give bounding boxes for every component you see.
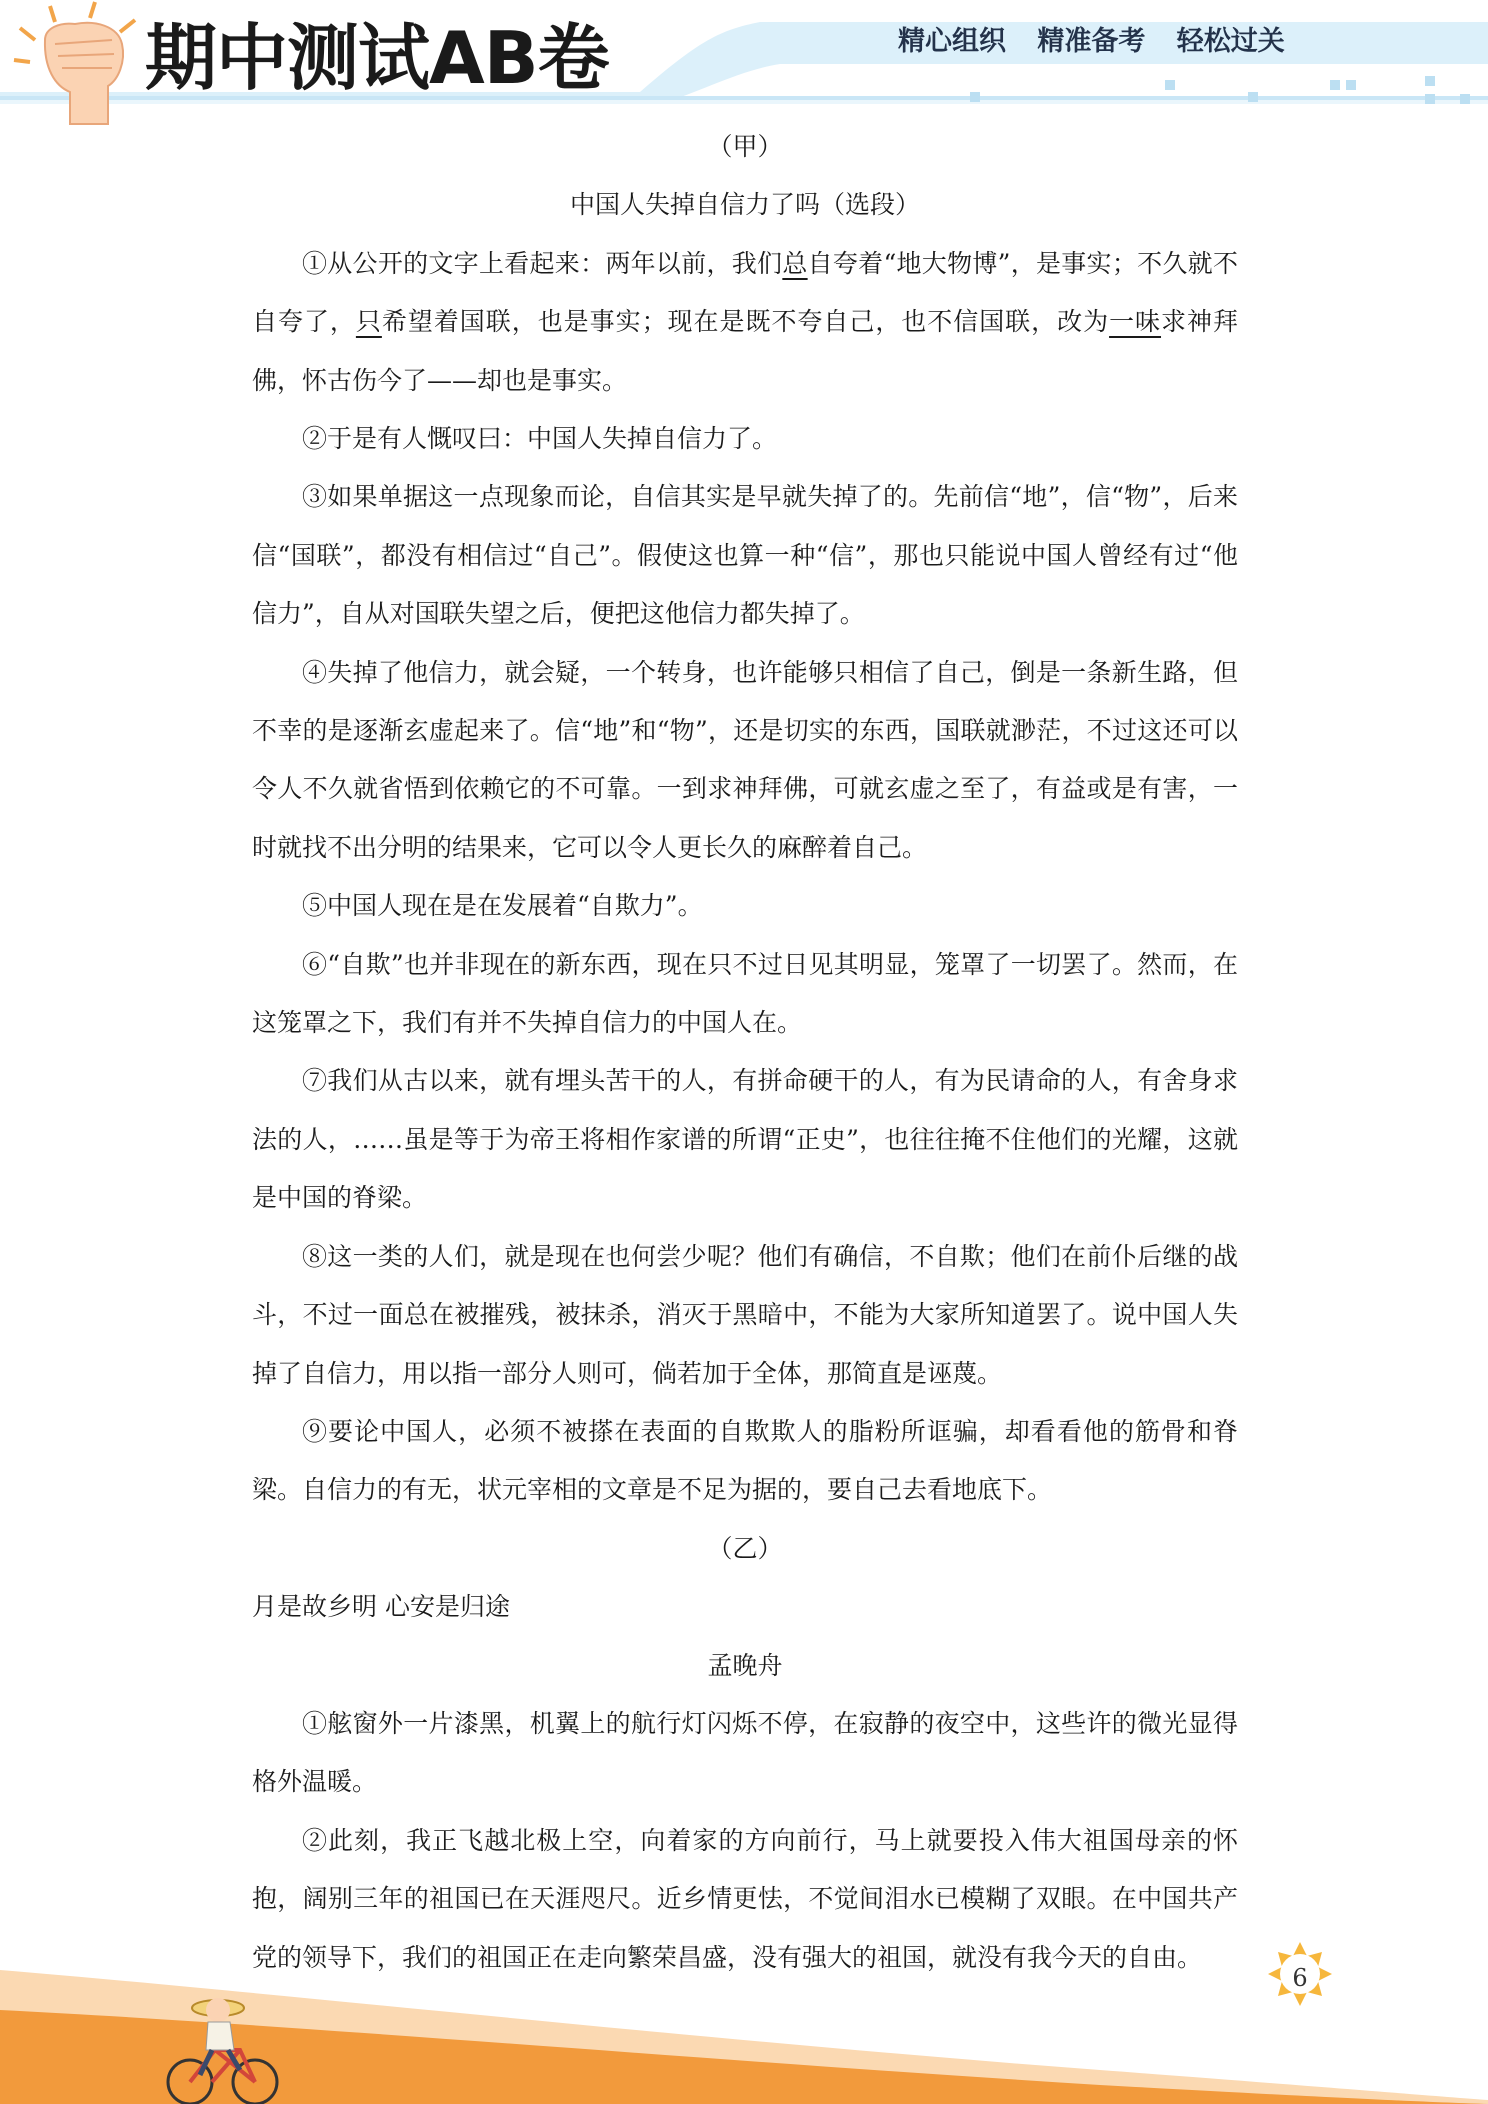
section-b-paragraph-2: ②此刻，我正飞越北极上空，向着家的方向前行，马上就要投入伟大祖国母亲的怀抱，阔别三年的祖国已在天涯咫尺。近乡情更怯，不觉间泪水已模糊了双眼。在中国共产党的领导下，我们的祖国正在走向繁荣昌盛，没有强大的祖国，就没有我今天的自由。 (252, 1825, 1238, 1972)
footer-decoration (0, 1900, 1488, 2104)
page-number: 6 (1292, 1964, 1308, 1992)
section-b-author: 孟晚舟 (707, 1650, 783, 1680)
section-a-paragraph-6: ⑥“自欺”也并非现在的新东西，现在只不过日见其明显，笼罩了一切罢了。然而，在这笼罩之下，我们有并不失掉自信力的中国人在。 (252, 949, 1238, 1038)
section-b-marker: （乙） (707, 1533, 783, 1563)
section-a-paragraph-7: ⑦我们从古以来，就有埋头苦干的人，有拼命硬干的人，有为民请命的人，有舍身求法的人，……虽是等于为帝王将相作家谱的所谓“正史”，也往往掩不住他们的光耀，这就是中国的脊梁。 (252, 1066, 1238, 1213)
section-a-title: 中国人失掉自信力了吗（选段） (569, 190, 920, 220)
section-a-paragraph-3: ③如果单据这一点现象而论，自信其实是早就失掉了的。先前信“地”，信“物”，后来信“国联”，都没有相信过“自己”。假使这也算一种“信”，那也只能说中国人曾经有过“他信力”，自从对国联失望之后，便把这他信力都失掉了。 (252, 482, 1238, 629)
section-b-paragraph-1: ①舷窗外一片漆黑，机翼上的航行灯闪烁不停，在寂静的夜空中，这些许的微光显得格外温暖。 (252, 1708, 1238, 1797)
underlined-word: 总 (782, 248, 808, 278)
section-a-paragraph-5: ⑤中国人现在是在发展着“自欺力”。 (302, 891, 703, 921)
document-body (252, 118, 1238, 1987)
header-slogan: 精心组织 精准备考 轻松过关 (898, 26, 1285, 57)
section-a-paragraph-4: ④失掉了他信力，就会疑，一个转身，也许能够只相信了自己，倒是一条新生路，但不幸的是逐渐玄虚起来了。信“地”和“物”，还是切实的东西，国联就渺茫，不过这还可以令人不久就省悟到依赖它的不可靠。一到求神拜佛，可就玄虚之至了，有益或是有害，一时就找不出分明的结果来，它可以令人更长久的麻醉着自己。 (252, 657, 1238, 862)
section-a-marker: （甲） (707, 132, 783, 161)
underlined-word: 只 (355, 307, 382, 337)
section-a-paragraph-2: ②于是有人慨叹曰：中国人失掉自信力了。 (302, 424, 778, 453)
section-b-title: 月是故乡明 心安是归途 (252, 1592, 510, 1622)
page-footer (0, 1900, 1488, 2104)
brand-title: 期中测试AB卷 (145, 16, 609, 100)
section-a-paragraph-1: ①从公开的文字上看起来：两年以前，我们总自夸着“地大物博”，是事实；不久就不自夸了，只希望着国联，也是事实；现在是既不夸自己，也不信国联，改为一味求神拜佛，怀古伤今了——却也是事实。 (252, 248, 1238, 395)
section-a-paragraph-9: ⑨要论中国人，必须不被搽在表面的自欺欺人的脂粉所诓骗，却看看他的筋骨和脊梁。自信力的有无，状元宰相的文章是不足为据的，要自己去看地底下。 (252, 1416, 1238, 1505)
underlined-word: 一味 (1109, 307, 1162, 337)
raised-fist-icon (14, 2, 135, 124)
section-a-paragraph-8: ⑧这一类的人们，就是现在也何尝少呢？他们有确信，不自欺；他们在前仆后继的战斗，不过一面总在被摧残，被抹杀，消灭于黑暗中，不能为大家所知道罢了。说中国人失掉了自信力，用以指一部分人则可，倘若加于全体，那简直是诬蔑。 (252, 1241, 1238, 1388)
